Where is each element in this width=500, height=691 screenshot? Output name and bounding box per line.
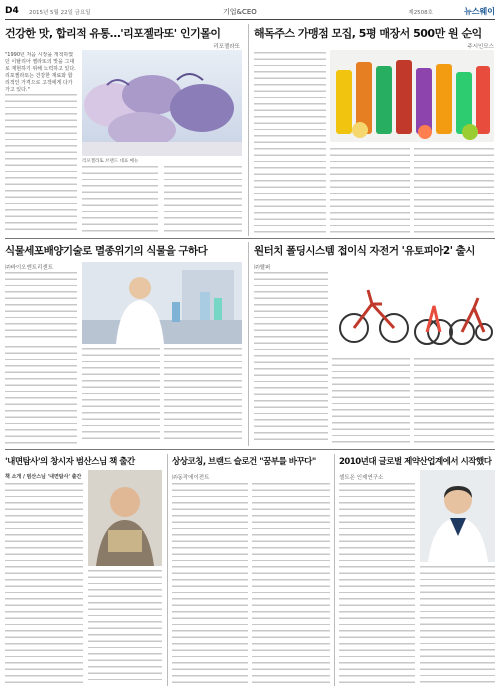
article-title-6[interactable]: 상상코칭, 브랜드 슬로건 "꿈부를 바꾸다" — [172, 457, 316, 467]
article-byline-1: 리포젤라또 — [213, 44, 240, 50]
article-byline-2: 주시인모스 — [467, 44, 494, 50]
page-number: D4 — [5, 6, 19, 16]
article-body-5a — [5, 483, 83, 683]
article-body-2d — [414, 148, 494, 234]
article-body-7a — [339, 483, 415, 683]
article-title-4[interactable]: 원터치 폴딩시스템 접이식 자전거 '유토피아2' 출시 — [254, 245, 475, 257]
article-body-3a — [5, 272, 77, 342]
article-body-6b — [252, 483, 330, 683]
row-divider-2 — [5, 449, 495, 450]
issue-date: 2015년 5월 22일 금요일 — [29, 10, 91, 16]
section-name: 기업&CEO — [223, 8, 257, 16]
article-intro-1: "1990년 처음 시장을 개척하였던 이탈리아 젤라또의 맛을 그대로 재현하기 위해 노력하고 있다. 리포젤라또는 건강한 재료와 합리적인 가격으로 고객에게 다가가고 있다." — [5, 52, 76, 93]
photo-lab-researcher — [82, 262, 242, 344]
column-divider-4 — [334, 454, 335, 686]
column-divider-2 — [248, 242, 249, 446]
article-title-7[interactable]: 2010년대 글로벌 제약산업계에서 시작했다 — [339, 457, 492, 467]
column-divider-3 — [167, 454, 168, 686]
article-body-1c — [164, 166, 242, 234]
article-byline-3: ㈜바이오엔트리센트 — [5, 265, 54, 271]
column-divider — [248, 24, 249, 236]
article-body-7b — [420, 566, 495, 683]
article-body-2a — [254, 52, 326, 144]
article-title-1[interactable]: 건강한 맛, 합리적 유통…'리포젤라또' 인기몰이 — [5, 27, 221, 40]
row-divider-1 — [5, 238, 495, 239]
article-title-3[interactable]: 식물세포배양기술로 멸종위기의 식물을 구하다 — [5, 245, 208, 257]
article-body-2b — [254, 148, 326, 234]
article-body-4b — [332, 358, 410, 444]
newspaper-logo: 뉴스웨이 — [464, 6, 495, 16]
article-byline-6: ㈜동작에이전트 — [172, 475, 210, 481]
photo-folding-bicycles — [332, 262, 494, 354]
article-byline-4: ㈜헬퍼 — [254, 265, 271, 271]
article-byline-5: 책 소개 / 범산스님 '내면탐사' 출간 — [5, 474, 82, 480]
article-body-6a — [172, 483, 248, 683]
article-body-3b — [5, 346, 77, 444]
photo-monk-portrait — [88, 470, 162, 566]
photo-gelato — [82, 50, 242, 156]
article-byline-7: 셀트온 인제연구소 — [339, 475, 384, 481]
article-body-4a — [254, 272, 328, 444]
article-body-3d — [164, 348, 242, 444]
page-header — [5, 4, 495, 20]
article-body-2c — [330, 148, 410, 234]
article-body-5b — [88, 570, 162, 683]
photo-juice-bottles — [330, 50, 494, 142]
article-body-1a — [5, 94, 77, 234]
issue-number: 제2508호 — [408, 10, 433, 16]
article-title-2[interactable]: 해독주스 가맹점 모집, 5평 매장서 500만 원 순익 — [254, 27, 482, 40]
photo-researcher-portrait — [420, 470, 495, 562]
article-body-4c — [414, 358, 494, 444]
photo-caption-1: 리포젤라또 브랜드 대표 메뉴 — [82, 159, 139, 164]
article-title-5[interactable]: '내면탐사'의 창시자 범산스님 책 출간 — [5, 457, 135, 467]
article-body-3c — [82, 348, 160, 444]
article-body-1b — [82, 166, 158, 234]
